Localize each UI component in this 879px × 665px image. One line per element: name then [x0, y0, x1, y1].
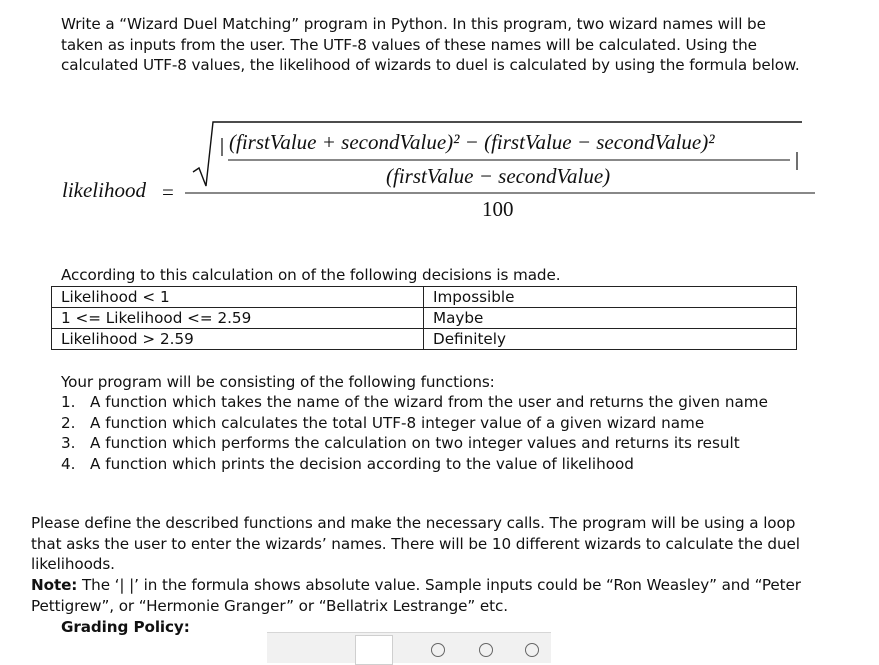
list-item	[61, 392, 781, 413]
list-item	[61, 433, 781, 454]
functions-lead: Your program will be consisting of the following functions:	[61, 373, 495, 391]
table-row	[52, 287, 797, 308]
decision-lead: According to this calculation on of the following decisions is made.	[61, 266, 561, 284]
list-number: 3.	[61, 434, 76, 452]
condition-cell: Likelihood > 2.59	[52, 329, 424, 350]
likelihood-formula	[0, 110, 879, 235]
note-label: Note:	[31, 576, 78, 594]
list-text: A function which performs the calculation on two integer values and returns its result	[90, 434, 740, 452]
intro-paragraph: Write a “Wizard Duel Matching” program in Python. In this program, two wizard names will be taken as inputs from the user. The UTF-8 values of these names will be calculated. Using the calculated UTF-8 values, the likelihood of wizards to duel is calculated by using the formula below.	[61, 15, 800, 74]
formula-lhs: likelihood	[62, 178, 146, 202]
formula-numerator: (firstValue + secondValue)² − (firstValue − secondValue)²	[229, 130, 715, 154]
circle-icon	[525, 643, 539, 657]
list-number: 4.	[61, 454, 76, 473]
condition-cell: Likelihood < 1	[52, 287, 424, 308]
note-paragraph	[31, 575, 811, 616]
decision-table	[51, 286, 797, 350]
grading-heading: Grading Policy:	[61, 618, 190, 636]
list-item	[61, 454, 781, 475]
list-number: 1.	[61, 393, 76, 411]
formula-denominator: 100	[482, 197, 514, 221]
list-text: A function which prints the decision according to the value of likelihood	[90, 454, 634, 473]
formula-equals: =	[162, 180, 174, 204]
circle-icon	[479, 643, 493, 657]
note-text: The ‘| |’ in the formula shows absolute value. Sample inputs could be “Ron Weasley” and “Peter Pettigrew”, or “Hermonie Granger” or “Bellatrix Lestrange” etc.	[31, 576, 801, 615]
list-text: A function which calculates the total UTF-8 integer value of a given wizard name	[90, 413, 705, 432]
functions-list	[61, 392, 781, 474]
formula-inner-denominator: (firstValue − secondValue)	[386, 164, 611, 188]
closing-paragraph: Please define the described functions and make the necessary calls. The program will be using a loop that asks the user to enter the wizards’ names. There will be 10 different wizards to calculate the duel likelihoods.	[31, 514, 800, 573]
decision-cell: Impossible	[424, 287, 797, 308]
decision-cell: Maybe	[424, 308, 797, 329]
list-text: A function which takes the name of the wizard from the user and returns the given name	[90, 393, 768, 411]
condition-cell: 1 <= Likelihood <= 2.59	[52, 308, 424, 329]
decision-cell: Definitely	[424, 329, 797, 350]
list-number: 2.	[61, 413, 76, 432]
table-row	[52, 308, 797, 329]
circle-icon	[431, 643, 445, 657]
embedded-image-cutoff	[267, 632, 551, 663]
table-row	[52, 329, 797, 350]
image-box	[355, 635, 393, 665]
list-item	[61, 413, 781, 434]
